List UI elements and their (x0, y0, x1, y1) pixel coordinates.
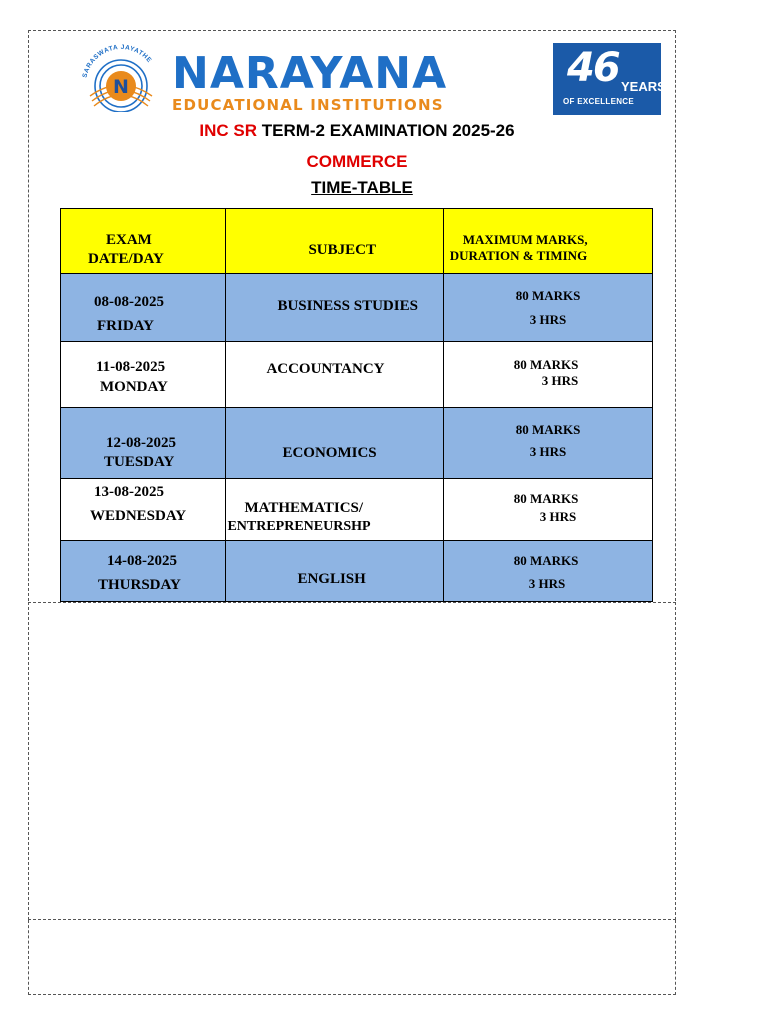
header-marks: MAXIMUM MARKS, DURATION & TIMING (443, 209, 652, 274)
table-row (61, 479, 653, 541)
logo-arc-text: SARASWATA JAYATHE (81, 44, 153, 79)
row-subject-cell: ACCOUNTANCY (226, 342, 443, 408)
row-date-cell: 11-08-2025 MONDAY (61, 342, 226, 408)
row-subject-cell: ENGLISH (226, 541, 443, 602)
table-row (61, 342, 653, 408)
stream-title: COMMERCE (306, 152, 408, 171)
row-subject-cell: BUSINESS STUDIES (226, 274, 443, 342)
row-date-cell: 14-08-2025 THURSDAY (61, 541, 226, 602)
logo-letter: N (113, 76, 129, 98)
badge-years: YEARS (621, 79, 666, 94)
row-date-cell: 08-08-2025 FRIDAY (61, 274, 226, 342)
page-frame-bottom (28, 920, 676, 995)
table-row (61, 274, 653, 342)
row-subject-cell: MATHEMATICS/ ENTREPRENEURSHP (226, 479, 443, 541)
header-date: EXAM DATE/DAY (61, 209, 226, 274)
exam-title-prefix: INC SR (199, 121, 258, 140)
row-marks-cell: 80 MARKS 3 HRS (443, 274, 652, 342)
narayana-logo-icon (74, 44, 168, 112)
timetable-table (60, 208, 653, 602)
brand-subtitle: EDUCATIONAL INSTITUTIONS (172, 96, 444, 114)
row-marks-cell: 80 MARKS 3 HRS (443, 479, 652, 541)
header-subject: SUBJECT (226, 209, 443, 274)
row-marks-cell: 80 MARKS 3 HRS (443, 342, 652, 408)
exam-title (0, 121, 714, 141)
timetable-heading: TIME-TABLE (311, 178, 413, 197)
badge-number: 46 (567, 45, 619, 91)
page-frame-middle (28, 602, 676, 920)
brand-block (172, 48, 448, 114)
table-row (61, 408, 653, 479)
brand-name: NARAYANA (172, 48, 448, 99)
row-date-cell: 13-08-2025 WEDNESDAY (61, 479, 226, 541)
anniversary-badge (553, 43, 666, 115)
table-row (61, 541, 653, 602)
row-subject-cell: ECONOMICS (226, 408, 443, 479)
row-marks-cell: 80 MARKS 3 HRS (443, 541, 652, 602)
exam-title-main: TERM-2 EXAMINATION 2025-26 (257, 121, 515, 140)
row-date-cell: 12-08-2025 TUESDAY (61, 408, 226, 479)
row-marks-cell: 80 MARKS 3 HRS (443, 408, 652, 479)
table-header-row (61, 209, 653, 274)
badge-excellence: OF EXCELLENCE (563, 97, 635, 106)
